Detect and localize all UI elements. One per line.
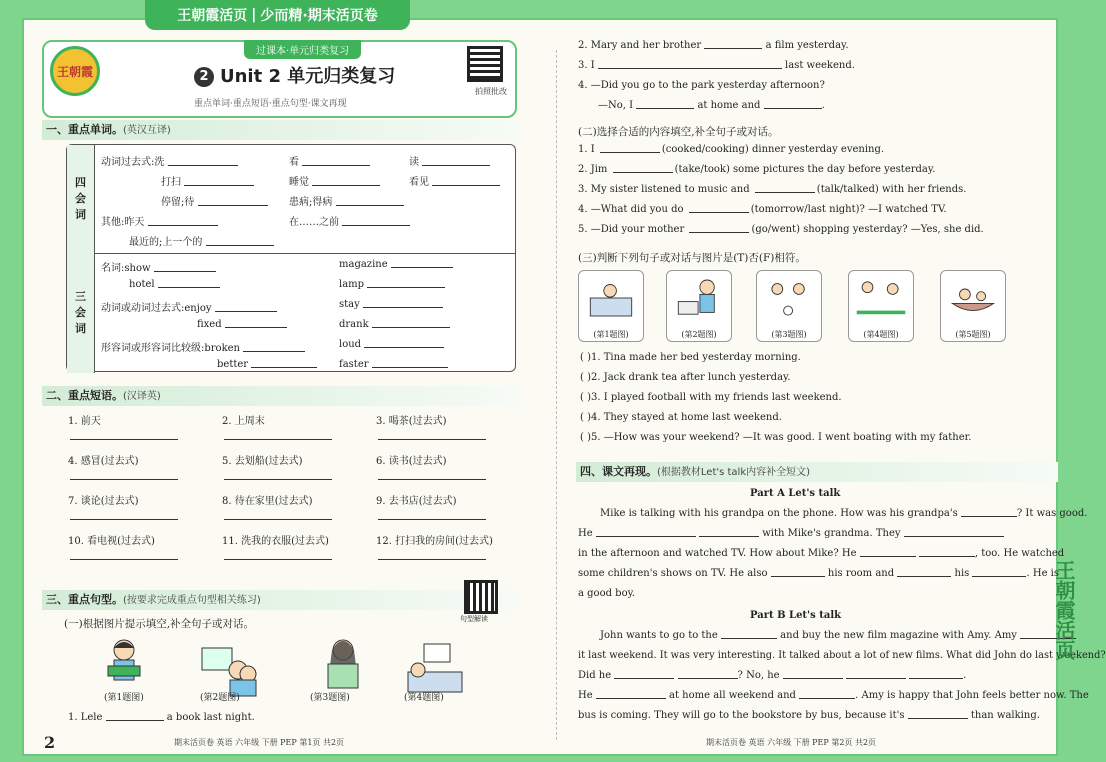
passage-line xyxy=(578,568,1059,579)
question-4a: 4. —Did you go to the park yesterday afternoon? xyxy=(578,80,825,91)
vocab-row xyxy=(409,153,490,168)
row-lead: 名词: xyxy=(101,263,125,274)
passage-line: it last weekend. It was very interesting. It talked about a lot of new films. What did John do last weekend? xyxy=(578,650,1106,661)
answer-blank[interactable] xyxy=(678,678,738,679)
answer-blank[interactable] xyxy=(919,556,975,557)
question-3 xyxy=(578,60,855,71)
answer-blank[interactable] xyxy=(422,165,490,166)
answer-blank[interactable] xyxy=(764,108,822,109)
answer-blank[interactable] xyxy=(70,559,178,560)
vocab-item: 在……之前 xyxy=(289,217,339,228)
vocab-row xyxy=(289,193,404,208)
answer-blank[interactable] xyxy=(184,185,254,186)
vocab-item: 患病;得病 xyxy=(289,197,333,208)
part-1-title: (一)根据图片提示填空,补全句子或对话。 xyxy=(64,618,255,630)
p-text: . Amy is happy that John feels better now. The xyxy=(855,690,1089,701)
answer-blank[interactable] xyxy=(689,232,749,233)
p-text: ? No, he xyxy=(737,670,780,681)
answer-blank[interactable] xyxy=(224,439,332,440)
q-text: 3. My sister listened to music and xyxy=(578,184,750,195)
phrase-item: 6. 读书(过去式) xyxy=(376,456,447,467)
section-4-note: (根据教材Let's talk内容补全短文) xyxy=(657,467,811,478)
vocab-item: magazine xyxy=(339,259,388,270)
passage-line xyxy=(600,630,1076,641)
answer-blank[interactable] xyxy=(70,439,178,440)
answer-blank[interactable] xyxy=(372,327,450,328)
answer-blank[interactable] xyxy=(302,165,370,166)
vocab-row xyxy=(339,359,448,370)
unit-title-text: Unit 2 单元归类复习 xyxy=(220,66,396,87)
vocab-row xyxy=(129,279,220,290)
answer-blank[interactable] xyxy=(598,68,782,69)
vocab-row xyxy=(217,359,317,370)
answer-blank[interactable] xyxy=(312,185,380,186)
p-text: bus is coming. They will go to the bookstore by bus, because it's xyxy=(578,710,905,721)
answer-blank[interactable] xyxy=(378,439,486,440)
vocab-item: 看见 xyxy=(409,177,429,188)
answer-blank[interactable] xyxy=(363,307,443,308)
answer-blank[interactable] xyxy=(251,367,317,368)
passage-line: a good boy. xyxy=(578,588,636,599)
vocab-row xyxy=(289,213,410,228)
answer-blank[interactable] xyxy=(224,479,332,480)
p-text: his xyxy=(954,568,970,579)
q-text: 5. —Did your mother xyxy=(578,224,685,235)
vocab-item: 打扫 xyxy=(161,177,181,188)
judge-question[interactable]: ( )3. I played football with my friends last weekend. xyxy=(580,392,842,403)
vocab-row xyxy=(101,153,238,168)
label-char: 会 xyxy=(75,306,86,319)
pic-label: (第2题图) xyxy=(681,330,717,339)
q-text: 1. I xyxy=(578,144,595,155)
q-text: 4. —What did you do xyxy=(578,204,684,215)
answer-blank[interactable] xyxy=(225,327,287,328)
p-text: Did he xyxy=(578,670,612,681)
section-4-title: 四、课文再现。 xyxy=(580,465,657,478)
vocab-item: better xyxy=(217,359,249,370)
q-text: (go/went) shopping yesterday? —Yes, she did. xyxy=(751,224,984,235)
phrase-item: 12. 打扫我的房间(过去式) xyxy=(376,536,493,547)
footer-left: 期末活页卷 英语 六年级 下册 PEP 第1页 共2页 xyxy=(174,738,345,747)
p-text: , too. He watched xyxy=(974,548,1065,559)
page-title xyxy=(194,62,395,88)
page-number: 2 xyxy=(44,733,56,752)
vocab-item: fixed xyxy=(197,319,222,330)
answer-blank[interactable] xyxy=(636,108,694,109)
answer-blank[interactable] xyxy=(432,185,500,186)
pic-label: (第4题图) xyxy=(404,693,444,703)
answer-blank[interactable] xyxy=(721,638,777,639)
fill-question xyxy=(578,184,966,195)
vocab-item: lamp xyxy=(339,279,365,290)
phrase-item: 1. 前天 xyxy=(68,416,101,427)
q-text: (cooked/cooking) dinner yesterday evening. xyxy=(661,144,885,155)
q-text: a book last night. xyxy=(166,712,255,723)
q-text: (tomorrow/last night)? —I watched TV. xyxy=(750,204,947,215)
brand-name: 王朝霞活页 xyxy=(177,8,248,24)
section-2-note: (汉译英) xyxy=(123,391,161,402)
vocab-item: hotel xyxy=(129,279,155,290)
p-text: He xyxy=(578,690,593,701)
section-2-heading xyxy=(42,386,517,406)
label-char: 会 xyxy=(75,192,86,205)
pic-label: (第4题图) xyxy=(863,330,899,339)
answer-blank[interactable] xyxy=(198,205,268,206)
answer-blank[interactable] xyxy=(342,225,410,226)
vocab-item: enjoy xyxy=(184,303,212,314)
vocab-table xyxy=(66,144,516,372)
pic-label: (第2题图) xyxy=(200,693,240,703)
passage-line xyxy=(578,690,1089,701)
vocab-item: 昨天 xyxy=(124,217,145,228)
answer-blank[interactable] xyxy=(600,152,660,153)
judge-picture xyxy=(666,270,732,342)
p-text: with Mike's grandma. They xyxy=(762,528,901,539)
part-2-title: (二)选择合适的内容填空,补全句子或对话。 xyxy=(578,126,779,138)
answer-blank[interactable] xyxy=(243,351,305,352)
answer-blank[interactable] xyxy=(972,576,1026,577)
answer-blank[interactable] xyxy=(860,556,916,557)
vocab-item: loud xyxy=(339,339,362,350)
row-lead: 形容词或形容词比较级: xyxy=(101,343,205,354)
part-a-title: Part A Let's talk xyxy=(750,488,841,499)
unit-number-badge: 2 xyxy=(194,67,214,87)
phrase-item: 9. 去书店(过去式) xyxy=(376,496,457,507)
p-text: ? It was good. xyxy=(1016,508,1088,519)
passage-line xyxy=(578,670,966,681)
vocab-row xyxy=(409,173,500,188)
judge-picture xyxy=(756,270,822,342)
pic-label: (第5题图) xyxy=(955,330,991,339)
question-1 xyxy=(68,712,255,723)
answer-blank[interactable] xyxy=(158,287,220,288)
brand-banner xyxy=(145,0,410,30)
answer-blank[interactable] xyxy=(70,479,178,480)
answer-blank[interactable] xyxy=(961,516,1017,517)
answer-blank[interactable] xyxy=(378,559,486,560)
qr-code-icon[interactable] xyxy=(467,46,503,82)
judge-picture xyxy=(578,270,644,342)
q-text: (talk/talked) with her friends. xyxy=(816,184,967,195)
vocab-item: broken xyxy=(204,343,240,354)
answer-blank[interactable] xyxy=(699,536,759,537)
p-text: some children's shows on TV. He also xyxy=(578,568,768,579)
phrase-item: 2. 上周末 xyxy=(222,416,265,427)
vocab-row xyxy=(161,173,254,188)
vocab-row xyxy=(101,299,277,314)
q-text: —No, I xyxy=(598,100,634,111)
section-3-title: 三、重点句型。 xyxy=(46,593,123,606)
part-3-title: (三)判断下列句子或对话与图片是(T)否(F)相符。 xyxy=(578,252,806,264)
p-text: in the afternoon and watched TV. How about Mike? He xyxy=(578,548,857,559)
p-text: . He is xyxy=(1026,568,1059,579)
q-text: 2. Mary and her brother xyxy=(578,40,702,51)
judge-question[interactable]: ( )5. —How was your weekend? —It was good. I went boating with my father. xyxy=(580,432,972,443)
p-text: . xyxy=(963,670,967,681)
vocab-group-2-label xyxy=(67,253,95,373)
answer-blank[interactable] xyxy=(378,479,486,480)
q-text: last weekend. xyxy=(785,60,855,71)
vocab-row xyxy=(197,319,287,330)
passage-line xyxy=(578,528,1004,539)
brand-separator: | xyxy=(251,7,257,23)
row-lead: 其他: xyxy=(101,217,125,228)
answer-blank[interactable] xyxy=(391,267,453,268)
p-text: than walking. xyxy=(970,710,1040,721)
row-lead: 动词或动词过去式: xyxy=(101,303,185,314)
answer-blank[interactable] xyxy=(846,678,906,679)
vocab-row xyxy=(339,339,444,350)
answer-blank[interactable] xyxy=(755,192,815,193)
phrase-item: 3. 喝茶(过去式) xyxy=(376,416,447,427)
vocab-row xyxy=(339,319,450,330)
unit-header xyxy=(42,40,517,118)
q-text: 2. Jim xyxy=(578,164,608,175)
label-char: 词 xyxy=(75,208,86,221)
pic-label: (第3题图) xyxy=(771,330,807,339)
brand-logo: 王朝霞 xyxy=(50,46,100,96)
picture-sick-girl xyxy=(312,632,374,692)
phrase-item: 5. 去划船(过去式) xyxy=(222,456,303,467)
vocab-item: 读 xyxy=(409,157,419,168)
vocab-row xyxy=(339,279,445,290)
fill-question xyxy=(578,164,935,175)
row-lead: 动词过去式: xyxy=(101,157,155,168)
answer-blank[interactable] xyxy=(614,678,674,679)
vocab-item: drank xyxy=(339,319,369,330)
answer-blank[interactable] xyxy=(783,678,843,679)
judge-picture xyxy=(848,270,914,342)
answer-blank[interactable] xyxy=(689,212,749,213)
qr-label: 拍照批改 xyxy=(475,87,507,96)
answer-blank[interactable] xyxy=(148,225,218,226)
answer-blank[interactable] xyxy=(224,519,332,520)
phrase-item: 8. 待在家里(过去式) xyxy=(222,496,313,507)
p-text: his room and xyxy=(827,568,895,579)
q-text: (take/took) some pictures the day before yesterday. xyxy=(674,164,936,175)
vocab-row xyxy=(289,173,380,188)
vocab-item: 停留;待 xyxy=(161,197,195,208)
answer-blank[interactable] xyxy=(596,698,666,699)
pic-label: (第1题图) xyxy=(593,330,629,339)
q-text: 3. I xyxy=(578,60,595,71)
answer-blank[interactable] xyxy=(224,559,332,560)
vocab-row xyxy=(129,233,274,248)
answer-blank[interactable] xyxy=(372,367,448,368)
part-b-title: Part B Let's talk xyxy=(750,610,842,621)
unit-subhead: 重点单词·重点短语·重点句型·课文再现 xyxy=(194,99,347,109)
vocab-item: 睡觉 xyxy=(289,177,309,188)
judge-question[interactable]: ( )4. They stayed at home last weekend. xyxy=(580,412,782,423)
phrase-item: 4. 感冒(过去式) xyxy=(68,456,139,467)
p-text: He xyxy=(578,528,593,539)
answer-blank[interactable] xyxy=(704,48,762,49)
p-text: at home all weekend and xyxy=(669,690,796,701)
vocab-item: stay xyxy=(339,299,360,310)
answer-blank[interactable] xyxy=(897,576,951,577)
vocab-item: show xyxy=(124,263,151,274)
p-text: John wants to go to the xyxy=(600,630,718,641)
vocab-row xyxy=(289,153,370,168)
vocab-group-1-label xyxy=(67,145,95,253)
answer-blank[interactable] xyxy=(909,678,963,679)
answer-blank[interactable] xyxy=(904,536,1004,537)
picture-reading-boy xyxy=(94,634,156,694)
vocab-row xyxy=(161,193,268,208)
qr-label: 句型解读 xyxy=(460,615,488,623)
fill-question xyxy=(578,144,884,155)
p-text: and buy the new film magazine with Amy. Amy xyxy=(780,630,1017,641)
section-2-title: 二、重点短语。 xyxy=(46,389,123,402)
section-4-heading xyxy=(576,462,1058,482)
passage-line xyxy=(578,710,1040,721)
phrase-item: 7. 谈论(过去式) xyxy=(68,496,139,507)
q-text: . xyxy=(821,100,825,111)
vocab-row xyxy=(339,259,453,270)
vocab-divider xyxy=(67,253,515,254)
judge-question[interactable]: ( )2. Jack drank tea after lunch yesterday. xyxy=(580,372,791,383)
fill-question xyxy=(578,224,984,235)
footer-right: 期末活页卷 英语 六年级 下册 PEP 第2页 共2页 xyxy=(706,738,877,747)
q-text: 1. Lele xyxy=(68,712,103,723)
vocab-row xyxy=(101,339,305,354)
answer-blank[interactable] xyxy=(613,172,673,173)
answer-blank[interactable] xyxy=(367,287,445,288)
answer-blank[interactable] xyxy=(336,205,404,206)
answer-blank[interactable] xyxy=(799,698,855,699)
q-text: a film yesterday. xyxy=(765,40,849,51)
vocab-item: 最近的;上一个的 xyxy=(129,237,203,248)
question-2 xyxy=(578,40,849,51)
vocab-item: faster xyxy=(339,359,369,370)
answer-blank[interactable] xyxy=(106,720,164,721)
answer-blank[interactable] xyxy=(771,576,825,577)
answer-blank[interactable] xyxy=(168,165,238,166)
answer-blank[interactable] xyxy=(215,311,277,312)
answer-blank[interactable] xyxy=(364,347,444,348)
section-3-heading xyxy=(42,590,517,610)
label-char: 词 xyxy=(75,322,86,335)
judge-picture xyxy=(940,270,1006,342)
section-1-note: (英汉互译) xyxy=(123,125,171,136)
p-text: Mike is talking with his grandpa on the phone. How was his grandpa's xyxy=(600,508,958,519)
phrase-item: 11. 洗我的衣服(过去式) xyxy=(222,536,329,547)
answer-blank[interactable] xyxy=(154,271,216,272)
phrase-item: 10. 看电视(过去式) xyxy=(68,536,155,547)
vocab-item: 看 xyxy=(289,157,299,168)
vocab-row xyxy=(339,299,443,310)
answer-blank[interactable] xyxy=(206,245,274,246)
side-brand-text: 王朝霞活页 xyxy=(1052,560,1076,660)
fill-question xyxy=(578,204,947,215)
label-char: 三 xyxy=(75,290,86,303)
answer-blank[interactable] xyxy=(596,536,696,537)
section-1-title: 一、重点单词。 xyxy=(46,123,123,136)
vocab-row xyxy=(101,259,216,274)
page-divider xyxy=(556,50,557,740)
label-char: 四 xyxy=(75,176,86,189)
passage-line xyxy=(600,508,1087,519)
section-1-heading xyxy=(42,120,517,140)
pic-label: (第3题图) xyxy=(310,693,350,703)
answer-blank[interactable] xyxy=(378,519,486,520)
q-text: at home and xyxy=(697,100,761,111)
qr-code-icon[interactable] xyxy=(464,580,498,614)
passage-line xyxy=(578,548,1064,559)
judge-question[interactable]: ( )1. Tina made her bed yesterday morning. xyxy=(580,352,801,363)
answer-blank[interactable] xyxy=(908,718,968,719)
section-3-note: (按要求完成重点句型相关练习) xyxy=(123,595,261,606)
answer-blank[interactable] xyxy=(70,519,178,520)
brand-slogan: 少而精·期末活页卷 xyxy=(260,8,378,24)
pic-label: (第1题图) xyxy=(104,693,144,703)
vocab-item: 洗 xyxy=(154,157,165,168)
question-4b xyxy=(598,100,825,111)
review-tag: 过课本·单元归类复习 xyxy=(244,40,361,59)
vocab-row xyxy=(101,213,218,228)
